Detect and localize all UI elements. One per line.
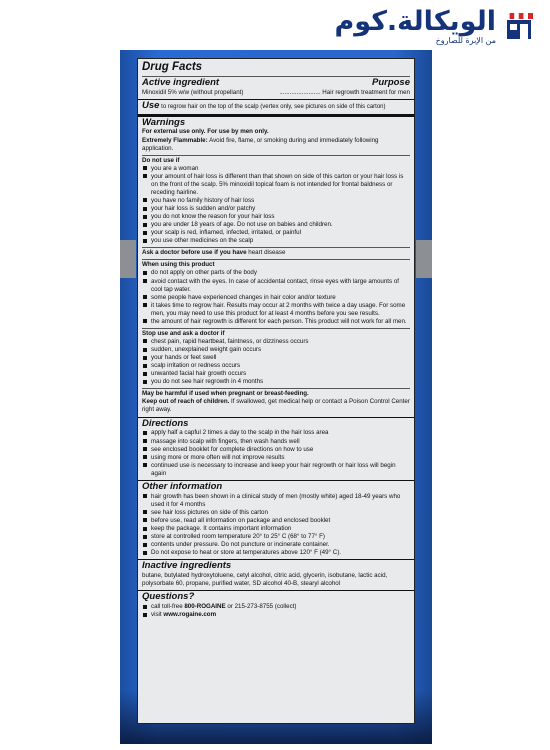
other-information-list [142,493,410,558]
list-item: hair growth has been shown in a clinical study of men (mostly white) aged 18-49 years who used it for 4 months [142,493,410,509]
list-item: continued use is necessary to increase and keep your hair regrowth or hair loss will begin again [142,462,410,478]
list-item: some people have experienced changes in hair color and/or texture [142,294,410,302]
list-item: you have no family history of hair loss [142,197,410,205]
logo-text [334,5,497,45]
list-item: scalp irritation or redness occurs [142,362,410,370]
list-item: see hair loss pictures on side of this carton [142,509,410,517]
inactive-ingredients-heading: Inactive ingredients [142,560,232,572]
directions-list [142,429,410,477]
list-item: you are a woman [142,165,410,173]
carton-band-right [416,240,432,278]
list-item: your hands or feet swell [142,354,410,362]
stop-use-heading: Stop use and ask a doctor if [142,329,225,337]
list-item: your amount of hair loss is different than that shown on side of this carton or your hair loss is on the front of the scalp. 5% minoxidil topical foam is not intended for frontal baldness or receding hairline. [142,173,410,197]
list-item: your hair loss is sudden and/or patchy [142,205,410,213]
list-item: the amount of hair regrowth is different for each person. This product will not work for all men. [142,318,410,326]
list-item: your scalp is red, inflamed, infected, irritated, or painful [142,229,410,237]
external-use-warning: For external use only. For use by men only. [142,128,269,136]
list-item: you are under 18 years of age. Do not use on babies and children. [142,221,410,229]
active-ingredient-heading: Active ingredient [142,76,220,88]
ask-doctor-line [142,247,410,257]
list-item: it takes time to regrow hair. Results may occur at 2 months with twice a day usage. For some men, you may need to use this product for at least 4 months before you see results. [142,302,410,318]
other-information-heading: Other information [142,480,223,492]
list-item: Do not expose to heat or store at temperatures above 120° F (49° C). [142,549,410,557]
call-prefix: call toll-free [151,603,185,611]
keep-out-text: If swallowed, get medical help or contact a Poison Control Center right away. [142,398,410,414]
ask-doctor-label: Ask a doctor before use if you have [142,249,247,257]
when-using-list [142,269,410,325]
call-number: 800-ROGAINE [184,603,226,611]
visit-prefix: visit [151,611,164,619]
call-line [142,603,410,611]
drug-facts-title: Drug Facts [142,61,203,73]
pregnancy-warning: May be harmful if used when pregnant or breast-feeding. [142,390,309,398]
logo-title: الويكالة.كوم [334,5,496,37]
list-item: do not apply on other parts of the body [142,269,410,277]
when-using-heading: When using this product [142,261,215,269]
use-section [138,100,414,117]
stop-use-list [142,338,410,386]
visit-line [142,611,410,619]
use-text: to regrow hair on the top of the scalp (vertex only, see pictures on side of this carton) [161,103,386,110]
flammable-label: Extremely Flammable: [142,136,208,144]
warnings-section [138,117,414,418]
do-not-use-heading: Do not use if [142,156,180,164]
flammable-text: Avoid fire, flame, or smoking during and immediately following application. [142,136,379,152]
active-ingredient-section [142,76,410,97]
list-item: see enclosed booklet for complete directions on how to use [142,446,410,454]
list-item: you do not know the reason for your hair loss [142,213,410,221]
directions-section [138,418,414,481]
list-item: chest pain, rapid heartbeat, faintness, or dizziness occurs [142,338,410,346]
active-ingredient-text: Minoxidil 5% w/w (without propellant) [142,88,244,96]
do-not-use-list [142,165,410,246]
drug-facts-panel [137,58,415,724]
call-suffix: or 215-273-8755 (collect) [225,603,297,611]
purpose-text: ........................ Hair regrowth treatment for men [279,88,410,96]
store-logo [286,6,536,46]
other-information-section [138,481,414,560]
list-item: you do not see hair regrowth in 4 months [142,378,410,386]
list-item: keep the package. It contains important information [142,525,410,533]
list-item: using more or more often will not improve results [142,454,410,462]
directions-heading: Directions [142,417,189,429]
list-item: massage into scalp with fingers, then wash hands well [142,438,410,446]
flammable-warning [142,137,410,153]
logo-subtitle: من الإبرة للصاروخ [435,35,496,45]
questions-heading: Questions? [142,591,195,603]
carton-band-left [120,240,136,278]
storefront-icon [502,9,536,43]
drug-facts-header [138,59,414,100]
list-item: sudden, unexplained weight gain occurs [142,346,410,354]
questions-section [138,591,414,621]
list-item: contents under pressure. Do not puncture or incinerate container. [142,541,410,549]
ask-doctor-text: heart disease [246,249,286,257]
warnings-heading: Warnings [142,116,186,128]
list-item: store at controlled room temperature 20° to 25° C (68° to 77° F) [142,533,410,541]
inactive-ingredients-text: butane, butylated hydroxytoluene, cetyl alcohol, citric acid, glycerin, isobutane, lactic acid, polysorbate 60, propane, purified water, SD alcohol 40-B, stearyl alcohol [142,572,388,588]
keep-out-warning [142,398,410,414]
questions-list [142,603,410,619]
list-item: before use, read all information on package and enclosed booklet [142,517,410,525]
use-heading: Use [142,99,160,111]
keep-out-label: Keep out of reach of children. [142,398,230,406]
list-item: apply half a capful 2 times a day to the scalp in the hair loss area [142,429,410,437]
inactive-ingredients-section [138,560,414,591]
website-link: www.rogaine.com [163,611,217,619]
list-item: you use other medicines on the scalp [142,237,410,245]
purpose-heading: Purpose [371,76,410,88]
list-item: unwanted facial hair growth occurs [142,370,410,378]
list-item: avoid contact with the eyes. In case of accidental contact, rinse eyes with large amounts of cool tap water. [142,278,410,294]
